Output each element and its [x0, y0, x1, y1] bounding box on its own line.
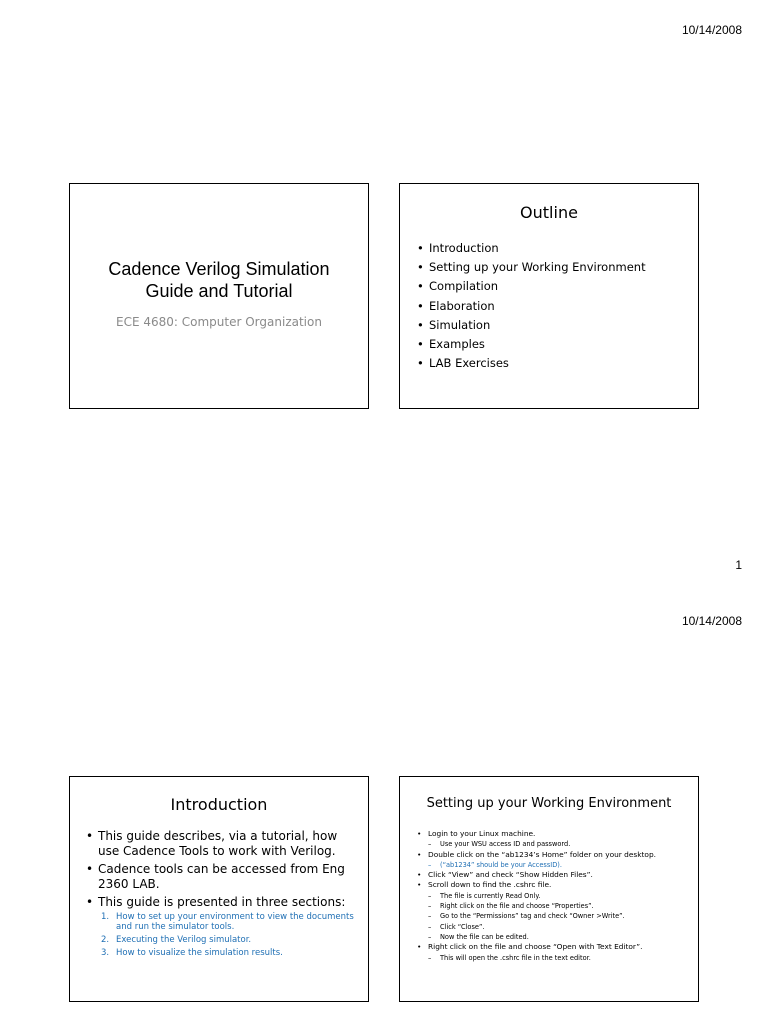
substep-item: – (“ab1234” should be your AccessID).: [428, 860, 691, 870]
section-text: How to visualize the simulation results.: [116, 948, 283, 958]
section-item: [98, 948, 356, 958]
list-item: • Cadence tools can be accessed from Eng 2360 LAB.: [86, 862, 356, 892]
page-date: 10/14/2008: [681, 614, 742, 628]
outline-list: [417, 239, 646, 373]
slide-main-title: [70, 258, 368, 302]
list-item: • Compilation: [417, 277, 646, 296]
substep-list: [428, 891, 691, 942]
slide-introduction: [69, 776, 369, 1002]
step-item: [416, 850, 691, 871]
section-text: How to set up your environment to view the documents and run the simulator tools.: [116, 912, 354, 932]
step-item: [416, 942, 691, 963]
step-text: Right click on the file and choose “Open with Text Editor”.: [428, 942, 643, 952]
step-text: Scroll down to find the .cshrc file.: [428, 880, 552, 890]
setup-steps-list: [416, 829, 691, 963]
slide-outline: [399, 183, 699, 409]
substep-item: – This will open the .cshrc file in the text editor.: [428, 953, 691, 963]
list-item: • Simulation: [417, 316, 646, 335]
substep-item: – Now the file can be edited.: [428, 932, 691, 942]
step-text: Click “View” and check “Show Hidden Files”.: [428, 870, 593, 880]
list-item: • Examples: [417, 335, 646, 354]
list-item: • Elaboration: [417, 297, 646, 316]
slide-heading: Introduction: [170, 795, 268, 814]
substep-item: – Go to the “Permissions” tag and check “Owner >Write”.: [428, 911, 691, 921]
step-item: [416, 880, 691, 942]
list-item-text: This guide is presented in three sections:: [98, 895, 346, 909]
title-line-2: Guide and Tutorial: [145, 281, 293, 301]
section-item: [98, 912, 356, 932]
page-number: 1: [735, 558, 742, 572]
list-item: • Introduction: [417, 239, 646, 258]
list-item: • Setting up your Working Environment: [417, 258, 646, 277]
section-number: 2.: [101, 935, 110, 945]
step-text: Login to your Linux machine.: [428, 829, 536, 838]
substep-list: [428, 839, 691, 849]
substep-item: – The file is currently Read Only.: [428, 891, 691, 901]
step-item: [416, 870, 691, 880]
title-line-1: Cadence Verilog Simulation: [108, 259, 330, 279]
slide-subtitle: ECE 4680: Computer Organization: [116, 315, 322, 329]
substep-item: – Right click on the file and choose “Properties”.: [428, 901, 691, 911]
section-item: [98, 935, 356, 945]
step-text: Double click on the “ab1234’s Home” folder on your desktop.: [428, 849, 656, 859]
substep-item: – Use your WSU access ID and password.: [428, 839, 691, 849]
list-item: • This guide describes, via a tutorial, how use Cadence Tools to work with Verilog.: [86, 829, 356, 859]
section-text: Executing the Verilog simulator.: [116, 935, 252, 945]
sections-list: [98, 912, 356, 958]
step-item: [416, 829, 691, 850]
list-item: [86, 895, 356, 958]
substep-list: [428, 860, 691, 870]
page-date: 10/14/2008: [681, 23, 742, 37]
substep-list: [428, 953, 691, 963]
slide-setup: [399, 776, 699, 1002]
slide-heading: Setting up your Working Environment: [426, 796, 672, 811]
slide-title: [69, 183, 369, 409]
intro-list: [86, 829, 356, 961]
slide-heading: Outline: [520, 203, 578, 222]
section-number: 1.: [101, 912, 110, 922]
list-item: • LAB Exercises: [417, 354, 646, 373]
substep-item: – Click “Close”.: [428, 922, 691, 932]
section-number: 3.: [101, 948, 110, 958]
